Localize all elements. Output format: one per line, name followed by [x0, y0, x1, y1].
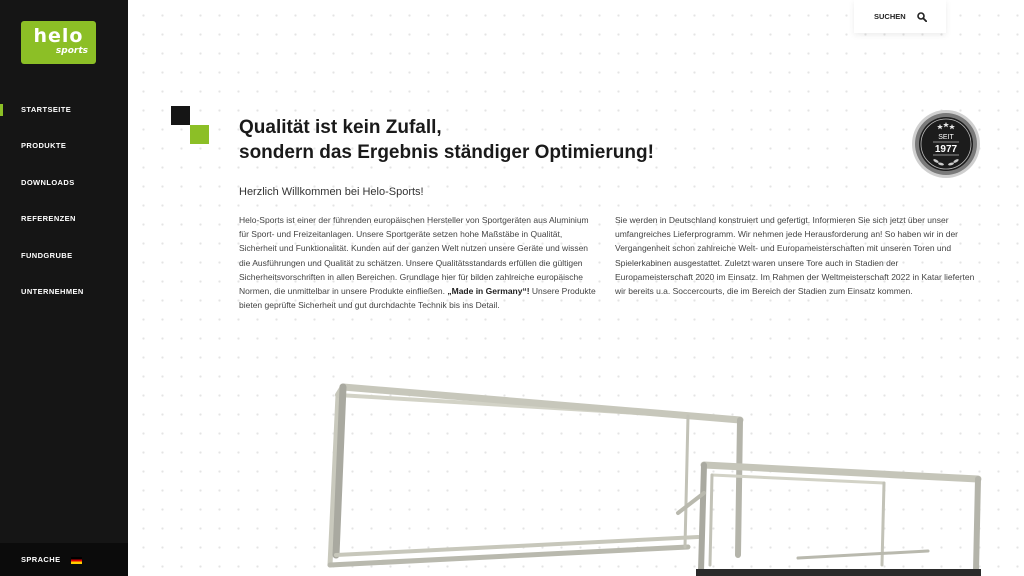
headline-line-1: Qualität ist kein Zufall,: [239, 117, 442, 138]
nav-item-label: STARTSEITE: [21, 105, 72, 114]
nav-item-label: FUNDGRUBE: [21, 250, 73, 260]
german-flag-icon: [71, 557, 82, 564]
helo-sports-logo[interactable]: [21, 21, 96, 64]
intro-text-left: [239, 213, 599, 312]
since-1977-seal: [911, 109, 981, 179]
made-in-germany-emphasis: „Made in Germany“!: [447, 286, 530, 297]
sidebar: [0, 0, 128, 576]
active-indicator: [0, 104, 3, 116]
nav-item-referenzen[interactable]: [0, 209, 128, 245]
nav-item-fundgrube[interactable]: [0, 246, 128, 282]
nav-item-label: UNTERNEHMEN: [21, 286, 84, 296]
nav-item-label: REFERENZEN: [21, 214, 76, 224]
nav-item-label: PRODUKTE: [21, 141, 67, 151]
logo-brand: helo: [33, 25, 84, 47]
nav-item-startseite[interactable]: [0, 100, 128, 136]
headline-line-2: sondern das Ergebnis ständiger Optimierung!: [239, 142, 654, 163]
small-goal: [678, 465, 981, 576]
nav-item-label: DOWNLOADS: [21, 177, 75, 187]
seal-line-1: SEIT: [938, 134, 954, 141]
nav-item-produkte[interactable]: [0, 136, 128, 172]
seal-line-2: 1977: [934, 144, 958, 155]
intro-text-right: Sie werden in Deutschland konstruiert und gefertigt. Informieren Sie sich jetzt über unser umfangreiches Lieferprogramm. Wir nehmen jede Herausforderung an! So haben wir in der Vergangenheit schon zahlreiche Welt- und Europameisterschaften mit unseren Toren und Spielerkabinen ausgestattet. Zuletzt waren unsere Tore auch in Stadien der Europameisterschaft 2020 im Einsatz. Im Rahmen der Weltmeisterschaft 2022 in Katar lieferten wir bereits u.a. Soccercourts, die im Bereich der Stadien zum Einsatz kommen.: [615, 215, 975, 297]
intro-left-part-1: Helo-Sports ist einer der führenden europäischen Hersteller von Sportgeräten aus Aluminium für Sport- und Freizeitanlagen. Unsere Sportgeräte setzen hohe Maßstäbe in Qualität, Sicherheit und Funktionalität. Kunden auf der ganzen Welt nutzen unsere Geräte und wissen die Ausführungen und Qualität zu schätzen. Unsere Qualitätsstandards erfüllen die gültigen Sicherheitsvorschriften in allen Bereichen. Grundlage hier für bilden zahlreiche europäische Normen, die unmittelbar in unsere Produkte einfließen.: [239, 215, 589, 297]
logo-sub: sports: [55, 46, 88, 56]
green-square: [190, 125, 209, 144]
search-button[interactable]: [854, 0, 946, 33]
soccer-goals-image: [288, 375, 988, 576]
black-square: [171, 106, 190, 125]
language-selector[interactable]: [0, 543, 128, 576]
main-navigation: [0, 100, 128, 318]
search-label: SUCHEN: [874, 12, 906, 21]
nav-item-downloads[interactable]: [0, 173, 128, 209]
intro-left-part-2: Unsere Produkte bieten geprüfte Sicherheit und gut durchdachte Technik bis ins Detail.: [239, 286, 596, 311]
search-icon: [917, 12, 927, 22]
language-label: SPRACHE: [21, 555, 61, 564]
page-headline: [239, 115, 739, 165]
main-content: [128, 0, 1024, 576]
large-goal: [330, 387, 740, 565]
nav-item-unternehmen[interactable]: [0, 282, 128, 318]
welcome-text: Herzlich Willkommen bei Helo-Sports!: [239, 186, 424, 198]
